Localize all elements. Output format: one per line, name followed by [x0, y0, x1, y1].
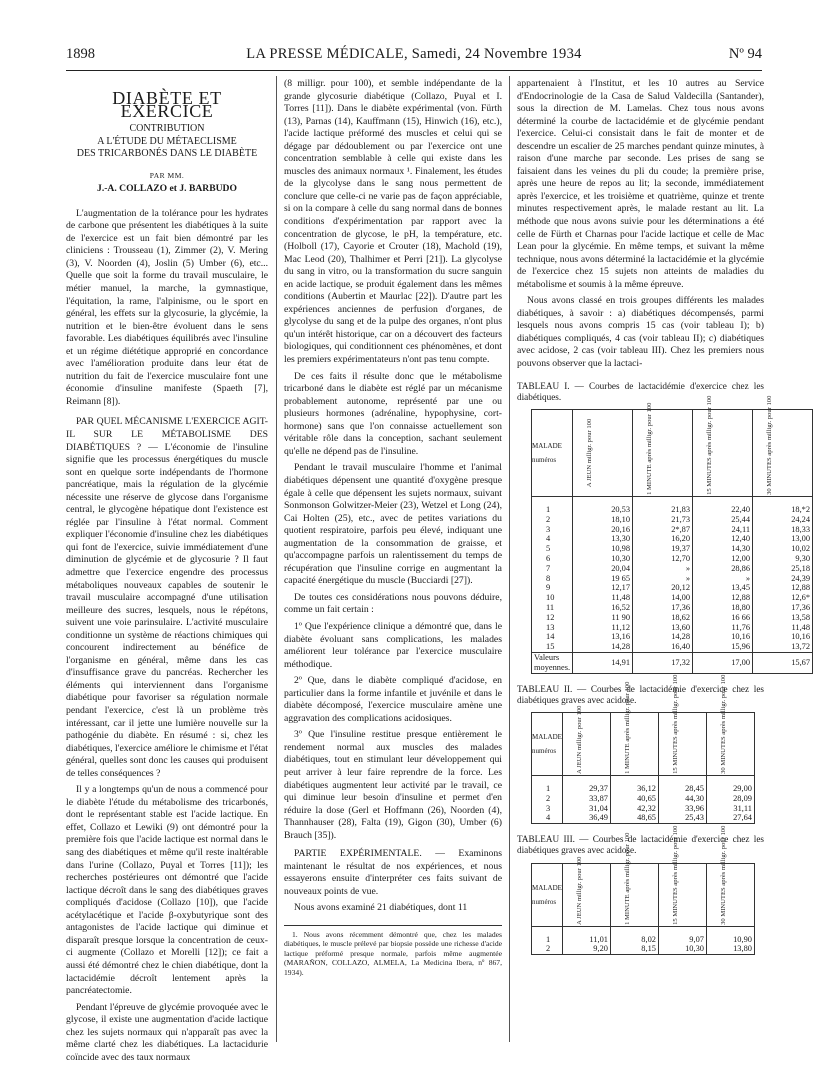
- table-row: [532, 804, 755, 814]
- table-2-caption: TABLEAU II. — Courbes de lactacidémie d'exercice chez les diabétiques graves avec acidose.: [517, 683, 764, 705]
- col-header-rest: A JEUN milligr. pour 100: [576, 705, 584, 774]
- patient-number: 11: [532, 603, 573, 613]
- lactacidemia-value: 13,45: [693, 583, 753, 593]
- table-row: [532, 525, 813, 535]
- col-header-15min: 15 MINUTES après milligr. pour 100: [672, 674, 680, 774]
- paragraph: Nous avons classé en trois groupes différents les malades diabétiques, à savoir : a) diabétiques décompensés, parmi lesquels nous avons compris 15 cas (voir tableau I); b) diabétiques compliqués, 4 cas (voir tableau II); c) diabétiques avec acidose, 2 cas (voir tableau III). Chez les premiers nous pouvons observer que la lactaci-: [517, 295, 764, 370]
- column-separator: [509, 76, 510, 1042]
- lactacidemia-value: 13,60: [633, 623, 693, 633]
- table-row: [532, 642, 813, 652]
- lactacidemia-value: 14,00: [633, 593, 693, 603]
- table-row: [532, 623, 813, 633]
- lactacidemia-value: 18,80: [693, 603, 753, 613]
- patient-number: 2: [532, 794, 563, 804]
- table-row: [532, 554, 813, 564]
- paragraph: Nous avons examiné 21 diabétiques, dont 11: [294, 902, 468, 914]
- col-header-15min: 15 MINUTES après milligr. pour 100: [672, 825, 680, 925]
- lactacidemia-value: 44,30: [658, 794, 706, 804]
- col-header-1min: 1 MINUTE après milligr. pour 100: [624, 832, 632, 925]
- patient-number: 12: [532, 613, 573, 623]
- table-1-caption: TABLEAU I. — Courbes de lactacidémie d'exercice chez les diabétiques.: [517, 380, 764, 402]
- lactacidemia-value: 40,65: [610, 794, 658, 804]
- average-value: 14,91: [573, 652, 633, 673]
- table-row: [532, 603, 813, 613]
- col-header-patient: MALADE numéros: [532, 712, 563, 775]
- paragraph: 2º Que, dans le diabète compliqué d'acidose, en particulier dans la forme infantile et juvénile et dans le diabète décomposé, l'exercice musculaire amène une aggravation des complications acidosiques.: [284, 675, 502, 724]
- col-header-30min: 30 MINUTES après milligr. pour 100: [720, 825, 728, 925]
- lactacidemia-value: 21,83: [633, 505, 693, 515]
- spacer-row: [532, 775, 755, 784]
- patient-number: 9: [532, 583, 573, 593]
- patient-number: 1: [532, 784, 563, 794]
- table-1: [531, 395, 813, 674]
- average-value: 17,32: [633, 652, 693, 673]
- patient-number: 13: [532, 623, 573, 633]
- col-header-rest: A JEUN milligr. pour 100: [576, 856, 584, 925]
- lactacidemia-value: 19 65: [573, 574, 633, 584]
- lactacidemia-value: 11,48: [573, 593, 633, 603]
- table-1-body: [532, 496, 813, 673]
- lactacidemia-value: 11,76: [693, 623, 753, 633]
- lactacidemia-value: 11,48: [753, 623, 813, 633]
- lactacidemia-value: 13,16: [573, 632, 633, 642]
- lactacidemia-value: 24,39: [753, 574, 813, 584]
- lactacidemia-value: 14,28: [633, 632, 693, 642]
- lactacidemia-value: 12,40: [693, 534, 753, 544]
- lactacidemia-value: 28,45: [658, 784, 706, 794]
- table-row: [532, 794, 755, 804]
- paragraph: L'augmentation de la tolérance pour les hydrates de carbone que présentent les diabétiques à la suite de l'exercice est un fait bien démontré par les cliniciens : Trousseau (1), Zimmer (2), V. Mering (3), V. Noorden (4), Joslin (5) Umber (6), etc... Quelle que soit la forme du travail musculaire, le métier manuel, la marche, la gymnastique, l'équitation, la rame, l'alpinisme, ou le sport en général, les effets sur la glycosurie, la glycémie, la nutrition et le bien-être évoluent dans le sens favorable. Les diabétiques équilibrés avec l'insuline et un régime diététique approprié en concordance avec l'amélioration produite dans leur état de nutrition du fait de l'exercice musculaire font une économie d'insuline manifeste (Spaeth [7], Reimann [8]).: [66, 207, 268, 407]
- lactacidemia-value: 10,02: [753, 544, 813, 554]
- lactacidemia-value: 10,16: [753, 632, 813, 642]
- paragraph: Il y a longtemps qu'un de nous a commencé pour le diabète l'étude du métabolisme des tricarbonés, dont le représentant stable est l'acide lactique. En effet, Collazo et Lewiki (9) ont démontré pour la première fois que l'acide lactique est normal dans le sang des diabétiques et même qu'il reste inaltérable dans l'urine (Collazo, Puyal et Torres [11]); les recherches postérieures ont démontré que l'acide lactique décroît dans le sang des diabétiques graves compliqués d'acidose (Collazo [10]), que l'acide acétylacétique et l'acide β-oxybutyrique sont des antagonistes de l'acide lactique qui diminue et disparaît presque lorsque la concentration de ceux-ci augmente (Collazo et Morelli [12]); ce fait a aussi été démontré chez le chien diabétique, dont la lactacidémie décroît lentement après la pancréatectomie.: [66, 784, 268, 997]
- lactacidemia-value: 13,58: [753, 613, 813, 623]
- lactacidemia-value: 20,53: [573, 505, 633, 515]
- patient-number: 10: [532, 593, 573, 603]
- patient-number: 2: [532, 944, 563, 954]
- col-header-30min: 30 MINUTES après milligr. pour 100: [720, 674, 728, 774]
- lactacidemia-value: 28,86: [693, 564, 753, 574]
- lactacidemia-value: 31,04: [562, 804, 610, 814]
- lactacidemia-value: 10,90: [706, 935, 754, 945]
- lactacidemia-value: 12,70: [633, 554, 693, 564]
- lactacidemia-value: 48,65: [610, 813, 658, 823]
- column-separator: [276, 76, 277, 1042]
- column-2: [284, 78, 502, 981]
- lactacidemia-value: 33,87: [562, 794, 610, 804]
- lactacidemia-value: 10,30: [658, 944, 706, 954]
- table-3-body: [532, 926, 755, 955]
- lactacidemia-value: 17,36: [753, 603, 813, 613]
- article-subtitle: CONTRIBUTION: [129, 123, 205, 135]
- table-row: [532, 784, 755, 794]
- col-header-patient: MALADE numéros: [532, 409, 573, 496]
- lactacidemia-value: 9,07: [658, 935, 706, 945]
- lactacidemia-value: 31,11: [706, 804, 754, 814]
- average-label: Valeurs moyennes.: [532, 652, 573, 673]
- lactacidemia-value: 24,24: [753, 515, 813, 525]
- lactacidemia-value: 9,30: [753, 554, 813, 564]
- lactacidemia-value: 9,20: [562, 944, 610, 954]
- lactacidemia-value: 2*,87: [633, 525, 693, 535]
- paragraph: appartenaient à l'Institut, et les 10 autres au Service d'Endocrinologie de la Casa de Salud Valdecilla (Santander), sous la direction de M. Lamelas. Chez tous nous avons déterminé la courbe de lactacidémie et de glycémie pendant l'exercice. Celui-ci consistait dans le fait de monter et de descendre un escalier de 25 marches pendant quinze minutes, à raison d'une marche par seconde. Les prises de sang se faisaient dans les veines du pli du coude; la première prise, après une heure de repos au lit; la seconde, immédiatement après l'exercice, et les troisième et quatrième, quinze et trente minutes respectivement après, le malade restant au lit. La méthode que nous avons suivie pour les déterminations a été celle de Fürth et Charnas pour l'acide lactique et celle de Mac Lean pour la glycémie. En même temps, et suivant la même technique, nous avons déterminé la lactacidémie et la glycémie de l'exercice chez 15 sujets non atteints de maladies du métabolisme et soumis à la même épreuve.: [517, 78, 764, 290]
- paragraph: (8 milligr. pour 100), et semble indépendante de la grande glycosurie diabétique (Collazo, Puyal et I. Torres [11]). Dans le diabète expérimental (von. Fürth (13), Parnas (14), Kauffmann (15), Hinwich (16), etc.), l'acide lactique préformé des muscles et celui qui se dégage par dédoublement ou par l'exercice ont une concentration semblable à celle qui existe dans les muscles des animaux normaux ¹. Finalement, les études de la glycolyse dans le sang nous permettent de conclure que celle-ci ne varie pas de façon appréciable, si on la compare à celle du sang normal dans de bonnes conditions d'expérimentation par rapport avec la concentration de glycose, le pH, la température, etc. (Holboll (17), Cayorie et Crouter (18), Machold (19), Mac Leod (20), Thalhimer et Perri [21]). La glycolyse du sang in vitro, ou la transformation du sucre sanguin en acide lactique, se produit également dans les mêmes conditions (Aubertin et Maurlac [22]). D'autre part les expériences anciennes de perfusion d'organes, de glycolyse du sang et de la pulpe des organes, n'ont plus qu'un intérêt historique, car on a découvert des facteurs biologiques, qui conditionnent ces phénomènes, et dont les premiers expérimentateurs n'ont pas tenu compte.: [284, 78, 502, 366]
- lactacidemia-value: 18,*2: [753, 505, 813, 515]
- lactacidemia-value: 16,20: [633, 534, 693, 544]
- patient-number: 4: [532, 813, 563, 823]
- lactacidemia-value: 14,28: [573, 642, 633, 652]
- paragraph: 3º Que l'insuline restitue presque entièrement le rendement normal aux muscles des malades diabétiques, tout en stimulant leur développement qui peut arriver à leur faire reprendre de la force. Les diabétiques augmentent leur activité par le travail, ce qui diminue leur besoin d'insuline et permet d'en réduire la dose (Gerl et Hoffmann (26), Noorden (4), Thannhauser (28), Falta (19), Gigon (30), Umber (6) Brauch [35]).: [284, 729, 502, 841]
- paragraph: Pendant le travail musculaire l'homme et l'animal diabétiques dépensent une quantité d'oxygène presque égale à celle que dépensent les sujets normaux, suivant Sonmonson Golwitzer-Meier (23), Wetzel et Long (24), Cai Holten (25), etc., avec de petites variations du quotient respiratoire, parfois peu élevé, indiquant une augmentation de la consommation de graisse, et qu'accompagne parfois un ralentissement du temps de récupération que l'insuline corrige en augmentant la capacité énergétique du muscle (Bucciardi [27]).: [284, 462, 502, 587]
- lactacidemia-value: 19,37: [633, 544, 693, 554]
- lactacidemia-value: 21,73: [633, 515, 693, 525]
- column-3: [517, 78, 811, 955]
- lactacidemia-value: 12,6*: [753, 593, 813, 603]
- by-line: PAR MM.: [149, 170, 185, 180]
- lactacidemia-value: 12,00: [693, 554, 753, 564]
- col-header-1min: 1 MINUTE après milligr. pour 100: [646, 402, 654, 495]
- lactacidemia-value: 13,72: [753, 642, 813, 652]
- lactacidemia-value: 42,32: [610, 804, 658, 814]
- lactacidemia-value: »: [633, 574, 693, 584]
- table-row: [532, 515, 813, 525]
- table-row: [532, 583, 813, 593]
- average-value: 15,67: [753, 652, 813, 673]
- article-subtitle: DES TRICARBONÉS DANS LE DIABÈTE: [76, 148, 258, 160]
- lactacidemia-value: 18,33: [753, 525, 813, 535]
- patient-number: 14: [532, 632, 573, 642]
- lactacidemia-value: 10,98: [573, 544, 633, 554]
- patient-number: 4: [532, 534, 573, 544]
- lactacidemia-value: 11 90: [573, 613, 633, 623]
- patient-number: 1: [532, 505, 573, 515]
- patient-number: 2: [532, 515, 573, 525]
- lactacidemia-value: 25,44: [693, 515, 753, 525]
- header-rule: [66, 70, 762, 71]
- lactacidemia-value: 18,10: [573, 515, 633, 525]
- lactacidemia-value: 13,30: [573, 534, 633, 544]
- lactacidemia-value: 20,12: [633, 583, 693, 593]
- spacer-row: [532, 496, 813, 505]
- lactacidemia-value: 28,09: [706, 794, 754, 804]
- lactacidemia-value: 18,62: [633, 613, 693, 623]
- footnote: [284, 925, 502, 977]
- patient-number: 1: [532, 935, 563, 945]
- lactacidemia-value: 17,36: [633, 603, 693, 613]
- lactacidemia-value: 12,17: [573, 583, 633, 593]
- patient-number: 7: [532, 564, 573, 574]
- lactacidemia-value: 10,16: [693, 632, 753, 642]
- lactacidemia-value: 25,18: [753, 564, 813, 574]
- authors: J.-A. COLLAZO et J. BARBUDO: [97, 183, 237, 195]
- lactacidemia-value: 29,00: [706, 784, 754, 794]
- lactacidemia-value: 14,30: [693, 544, 753, 554]
- paragraph: De toutes ces considérations nous pouvons déduire, comme un fait certain :: [284, 591, 502, 616]
- lactacidemia-value: 36,49: [562, 813, 610, 823]
- table-row: [532, 534, 813, 544]
- col-header-rest: A JEUN milligr. pour 100: [586, 418, 594, 488]
- spacer-row: [532, 926, 755, 935]
- page-number: 1898: [66, 46, 95, 62]
- lactacidemia-value: 16,40: [633, 642, 693, 652]
- table-row: [532, 813, 755, 823]
- lactacidemia-value: 20,16: [573, 525, 633, 535]
- column-1: [66, 78, 268, 1068]
- col-header-30min: 30 MINUTES après milligr. pour 100: [766, 395, 774, 495]
- patient-number: 3: [532, 804, 563, 814]
- patient-number: 15: [532, 642, 573, 652]
- average-value: 17,00: [693, 652, 753, 673]
- journal-title: LA PRESSE MÉDICALE, Samedi, 24 Novembre 1934: [246, 46, 582, 62]
- paragraph: De ces faits il résulte donc que le métabolisme tricarboné dans le diabète est réglé par un mécanisme probablement autonome, représenté par une ou plusieurs hormones (adrénaline, hypophysine, cort-hormone) sans que l'on connaisse actuellement son véritable rôle dans la conception, sachant seulement qu'elle ne dépend pas de l'insuline.: [284, 370, 502, 457]
- lactacidemia-value: 12,88: [753, 583, 813, 593]
- lactacidemia-value: 36,12: [610, 784, 658, 794]
- col-header-15min: 15 MINUTES après milligr. pour 100: [706, 395, 714, 495]
- article-title: DIABÈTE ET EXERCICE: [112, 88, 222, 121]
- lactacidemia-value: 10,30: [573, 554, 633, 564]
- lactacidemia-value: 25,43: [658, 813, 706, 823]
- lactacidemia-value: 29,37: [562, 784, 610, 794]
- patient-number: 6: [532, 554, 573, 564]
- table-row: [532, 593, 813, 603]
- table-3-caption: TABLEAU III. — Courbes de lactacidémie d'exercice chez les diabétiques graves avec acidose.: [517, 834, 764, 856]
- lactacidemia-value: 11,12: [573, 623, 633, 633]
- table-2-body: [532, 775, 755, 823]
- lactacidemia-value: 16,52: [573, 603, 633, 613]
- table-row: [532, 574, 813, 584]
- lactacidemia-value: 22,40: [693, 505, 753, 515]
- lactacidemia-value: 15,96: [693, 642, 753, 652]
- table-row: [532, 944, 755, 954]
- lactacidemia-value: 8,02: [610, 935, 658, 945]
- table-row: [532, 613, 813, 623]
- lactacidemia-value: 27,64: [706, 813, 754, 823]
- patient-number: 3: [532, 525, 573, 535]
- table-row: [532, 505, 813, 515]
- issue-number: Nº 94: [728, 46, 762, 62]
- footnote-text: 1. Nous avons récemment démontré que, chez les malades diabétiques, le muscle prélevé par biopsie possède une richesse d'acide lactique préformé presque normale, parfois même augmentée (MARAÑON, COLLAZO, ALMELA, La Medicina Ibera, nº 867, 1934).: [284, 930, 502, 977]
- lactacidemia-value: 24,11: [693, 525, 753, 535]
- lactacidemia-value: 13,80: [706, 944, 754, 954]
- lactacidemia-value: 8,15: [610, 944, 658, 954]
- paragraph: PAR QUEL MÉCANISME L'EXERCICE AGIT-IL SUR LE MÉTABOLISME DES DIABÉTIQUES ? — L'économie de l'insuline signifie que les processus énergétiques du muscle sont en quelque sorte indépendants de l'hormone pancréatique, mais la régulation de la glycémie nécessite une réserve de glycose dans l'organisme central, le glycogène hépatique dont l'existence est réglée par l'insuline à l'état normal. Comment expliquer l'économie d'insuline chez les diabétiques qui font de l'exercice, suivie immédiatement d'une diminution de glycémie et de glycosurie ? Il faut admettre que l'exercice engendre des processus métaboliques nouveaux capables de soutenir le travail musculaire accompagné d'une utilisation meilleure des sucres, lesquels, nous le répétons, suivent une voie parinsulaire. L'activité musculaire conditionne un système de réactions chimiques qui concourent indirectement au bénéfice de l'organisme en général, même dans les cas d'insuffisance grave du pancréas. Rechercher les éléments qui interviennent dans l'organisme diabétique pour favoriser sa régulation normale pendant l'exercice, c'est là un problème très intéressant, car il jette une lumière nouvelle sur la pathogénie du diabète. En résumé : si, chez les diabétiques, l'exercice améliore le chimisme et l'état général, quelles sont donc les causes qui produisent de telles conséquences ?: [66, 416, 268, 779]
- lactacidemia-value: 16 66: [693, 613, 753, 623]
- patient-number: 8: [532, 574, 573, 584]
- table-row: [532, 564, 813, 574]
- lactacidemia-value: »: [693, 574, 753, 584]
- col-header-patient: MALADE numéros: [532, 863, 563, 926]
- lactacidemia-value: 33,96: [658, 804, 706, 814]
- col-header-1min: 1 MINUTE après milligr. pour 100: [624, 681, 632, 774]
- page-header: [66, 46, 762, 64]
- paragraph: PARTIE EXPÉRIMENTALE. — Examinons maintenant le résultat de nos expériences, et nous essayerons ensuite d'interpréter ces faits suivant de nouveaux points de vue.: [284, 848, 502, 897]
- lactacidemia-value: 12,88: [693, 593, 753, 603]
- paragraph: Pendant l'épreuve de glycémie provoquée avec le glycose, il existe une augmentation d'acide lactique chez les sujets normaux qui n'apparaît pas avec la même clarté chez les diabétiques. La lactacidurie coïncide avec des taux normaux: [66, 1001, 268, 1063]
- paragraph: 1º Que l'expérience clinique a démontré que, dans le diabète évoluant sans complications, les malades améliorent leur tolérance par l'exercice musculaire méthodique.: [284, 620, 502, 670]
- patient-number: 5: [532, 544, 573, 554]
- lactacidemia-value: »: [633, 564, 693, 574]
- table-row: [532, 544, 813, 554]
- lactacidemia-value: 13,00: [753, 534, 813, 544]
- average-row: [532, 652, 813, 673]
- lactacidemia-value: 20,04: [573, 564, 633, 574]
- table-row: [532, 935, 755, 945]
- lactacidemia-value: 11,01: [562, 935, 610, 945]
- article-subtitle: A L'ÉTUDE DU MÉTAECLISME: [97, 135, 237, 147]
- table-row: [532, 632, 813, 642]
